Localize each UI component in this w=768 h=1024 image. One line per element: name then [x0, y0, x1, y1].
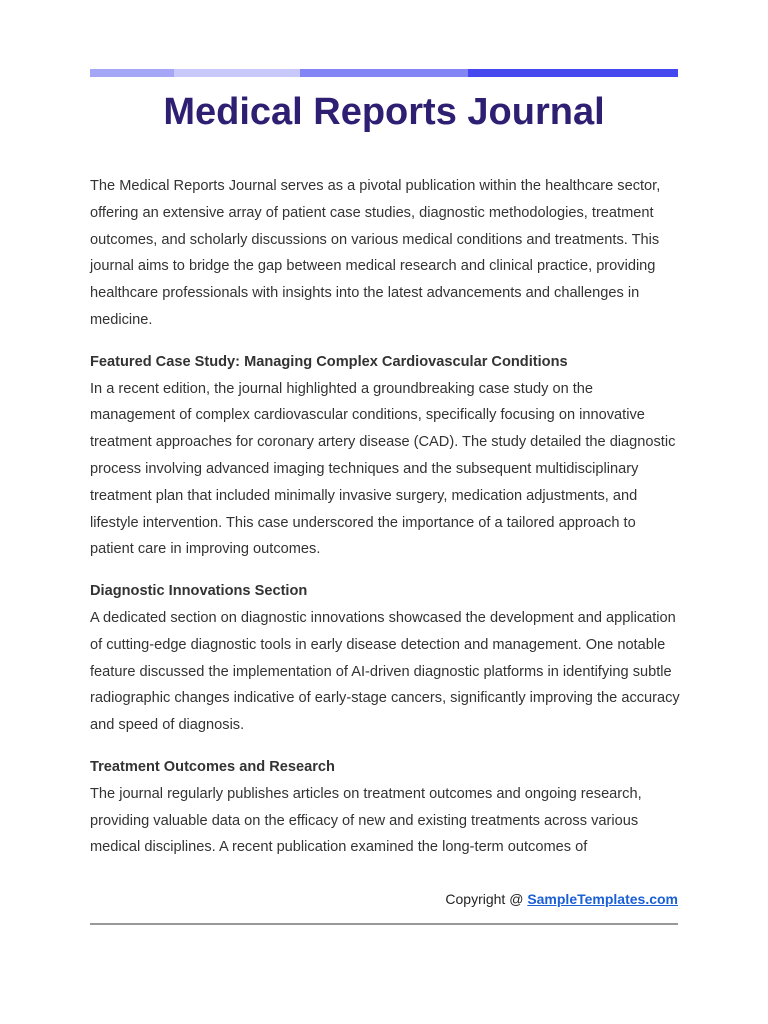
decorative-top-bar	[90, 69, 678, 77]
section-diagnostic-innovations	[90, 578, 680, 739]
copyright-text: Copyright @	[445, 891, 528, 907]
document-title: Medical Reports Journal	[163, 91, 605, 133]
section-paragraph: In a recent edition, the journal highlighted a groundbreaking case study on the management of complex cardiovascular conditions, specifically focusing on innovative treatment approaches for coronary artery disease (CAD). The study detailed the diagnostic process involving advanced imaging techniques and the subsequent multidisciplinary treatment plan that included minimally invasive surgery, medication adjustments, and lifestyle intervention. This case underscored the importance of a tailored approach to patient care in improving outcomes.	[90, 380, 676, 558]
section-heading: Featured Case Study: Managing Complex Cardiovascular Conditions	[90, 353, 568, 370]
top-bar-segment-1	[90, 69, 174, 77]
section-featured-case-study	[90, 349, 680, 563]
top-bar-segment-4	[468, 69, 678, 77]
sampletemplates-link[interactable]: SampleTemplates.com	[527, 891, 678, 907]
top-bar-segment-2	[174, 69, 300, 77]
footer-divider	[90, 923, 678, 925]
section-paragraph: A dedicated section on diagnostic innovations showcased the development and application of cutting-edge diagnostic tools in early disease detection and management. One notable feature discussed the implementation of AI-driven diagnostic platforms in identifying subtle radiographic changes indicative of early-stage cancers, significantly improving the accuracy and speed of diagnosis.	[90, 609, 680, 734]
document-body	[90, 173, 680, 876]
intro-paragraph: The Medical Reports Journal serves as a pivotal publication within the healthcare sector, offering an extensive array of patient case studies, diagnostic methodologies, treatment outcomes, and scholarly discussions on various medical conditions and treatments. This journal aims to bridge the gap between medical research and clinical practice, providing healthcare professionals with insights into the latest advancements and challenges in medicine.	[90, 178, 661, 328]
section-heading: Diagnostic Innovations Section	[90, 583, 308, 600]
top-bar-segment-3	[300, 69, 468, 77]
footer-copyright	[445, 889, 678, 909]
section-paragraph: The journal regularly publishes articles on treatment outcomes and ongoing research, providing valuable data on the efficacy of new and existing treatments across various medical disciplines. A recent publication examined the long-term outcomes of	[90, 785, 642, 856]
section-treatment-outcomes	[90, 754, 680, 861]
section-heading: Treatment Outcomes and Research	[90, 758, 335, 775]
